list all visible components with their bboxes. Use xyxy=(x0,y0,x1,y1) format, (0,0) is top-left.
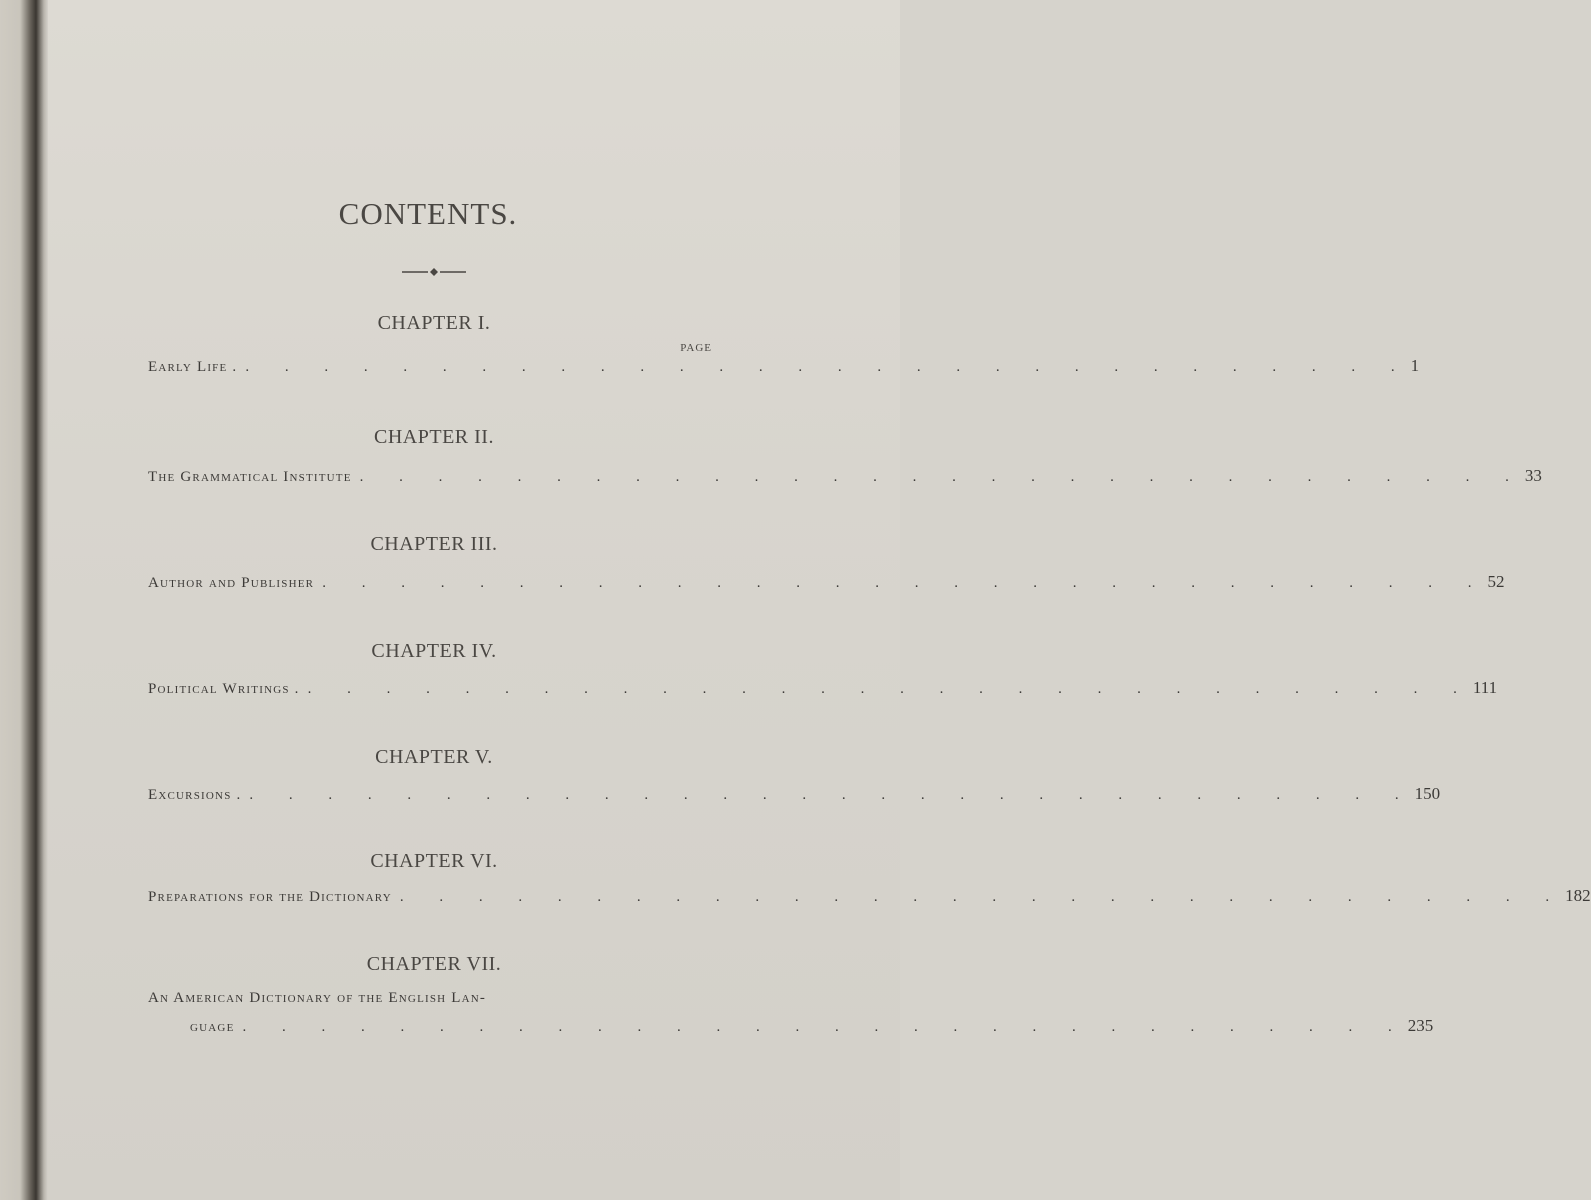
chapter-heading: CHAPTER I. xyxy=(377,312,491,334)
entry-page-number: 33 xyxy=(1524,466,1542,485)
toc-entry[interactable] xyxy=(148,572,1505,596)
entry-page-number: 111 xyxy=(1472,678,1498,697)
toc-entry[interactable] xyxy=(148,678,1498,702)
chapter-heading: CHAPTER III. xyxy=(370,533,498,555)
entry-title: Early Life . xyxy=(148,359,238,375)
entry-page-number: 1 xyxy=(1410,356,1420,375)
entry-title-continued: guage xyxy=(190,1019,235,1035)
toc-entry[interactable] xyxy=(148,466,1542,490)
entry-page-number: 235 xyxy=(1407,1016,1434,1035)
entry-title[interactable]: An American Dictionary of the English Lan- xyxy=(148,990,487,1006)
chapter-heading: CHAPTER IV. xyxy=(371,640,497,662)
entry-title: The Grammatical Institute xyxy=(148,469,352,485)
chapter-heading: CHAPTER VI. xyxy=(370,850,498,872)
toc-entry[interactable] xyxy=(148,356,1420,380)
dot-leader: . . . . . . . . . . . . . . . . . . . . . . . . . . . . . . xyxy=(242,1019,1408,1035)
entry-title: Preparations for the Dictionary xyxy=(148,889,392,905)
chapter-heading: CHAPTER II. xyxy=(374,426,494,448)
toc-entry[interactable] xyxy=(148,784,1441,808)
dot-leader: . . . . . . . . . . . . . . . . . . . . . . . . . . . . . . xyxy=(249,787,1415,803)
entry-title: Author and Publisher xyxy=(148,575,315,591)
chapter-heading: CHAPTER V. xyxy=(375,746,493,768)
dot-leader: . . . . . . . . . . . . . . . . . . . . . . . . . . . . . . xyxy=(322,575,1488,591)
entry-page-number: 182 xyxy=(1565,886,1591,905)
entry-title: Political Writings . xyxy=(148,681,300,697)
toc-entry[interactable] xyxy=(190,1016,1434,1040)
chapter-heading: CHAPTER VII. xyxy=(366,953,502,975)
dot-leader: . . . . . . . . . . . . . . . . . . . . . . . . . . . . . . xyxy=(359,469,1525,485)
page-column-heading: PAGE xyxy=(680,342,712,354)
ornament-rule xyxy=(402,266,466,278)
entry-title: Excursions . xyxy=(148,787,242,803)
entry-page-number: 150 xyxy=(1414,784,1441,803)
book-spine-edge xyxy=(0,0,48,1200)
entry-page-number: 52 xyxy=(1487,572,1505,591)
dot-leader: . . . . . . . . . . . . . . . . . . . . . . . . . . . . . . xyxy=(307,681,1473,697)
page-title: CONTENTS. xyxy=(338,196,518,231)
dot-leader: . . . . . . . . . . . . . . . . . . . . . . . . . . . . . . xyxy=(245,359,1411,375)
toc-entry[interactable] xyxy=(148,886,1591,910)
dot-leader: . . . . . . . . . . . . . . . . . . . . . . . . . . . . . . xyxy=(399,889,1566,905)
